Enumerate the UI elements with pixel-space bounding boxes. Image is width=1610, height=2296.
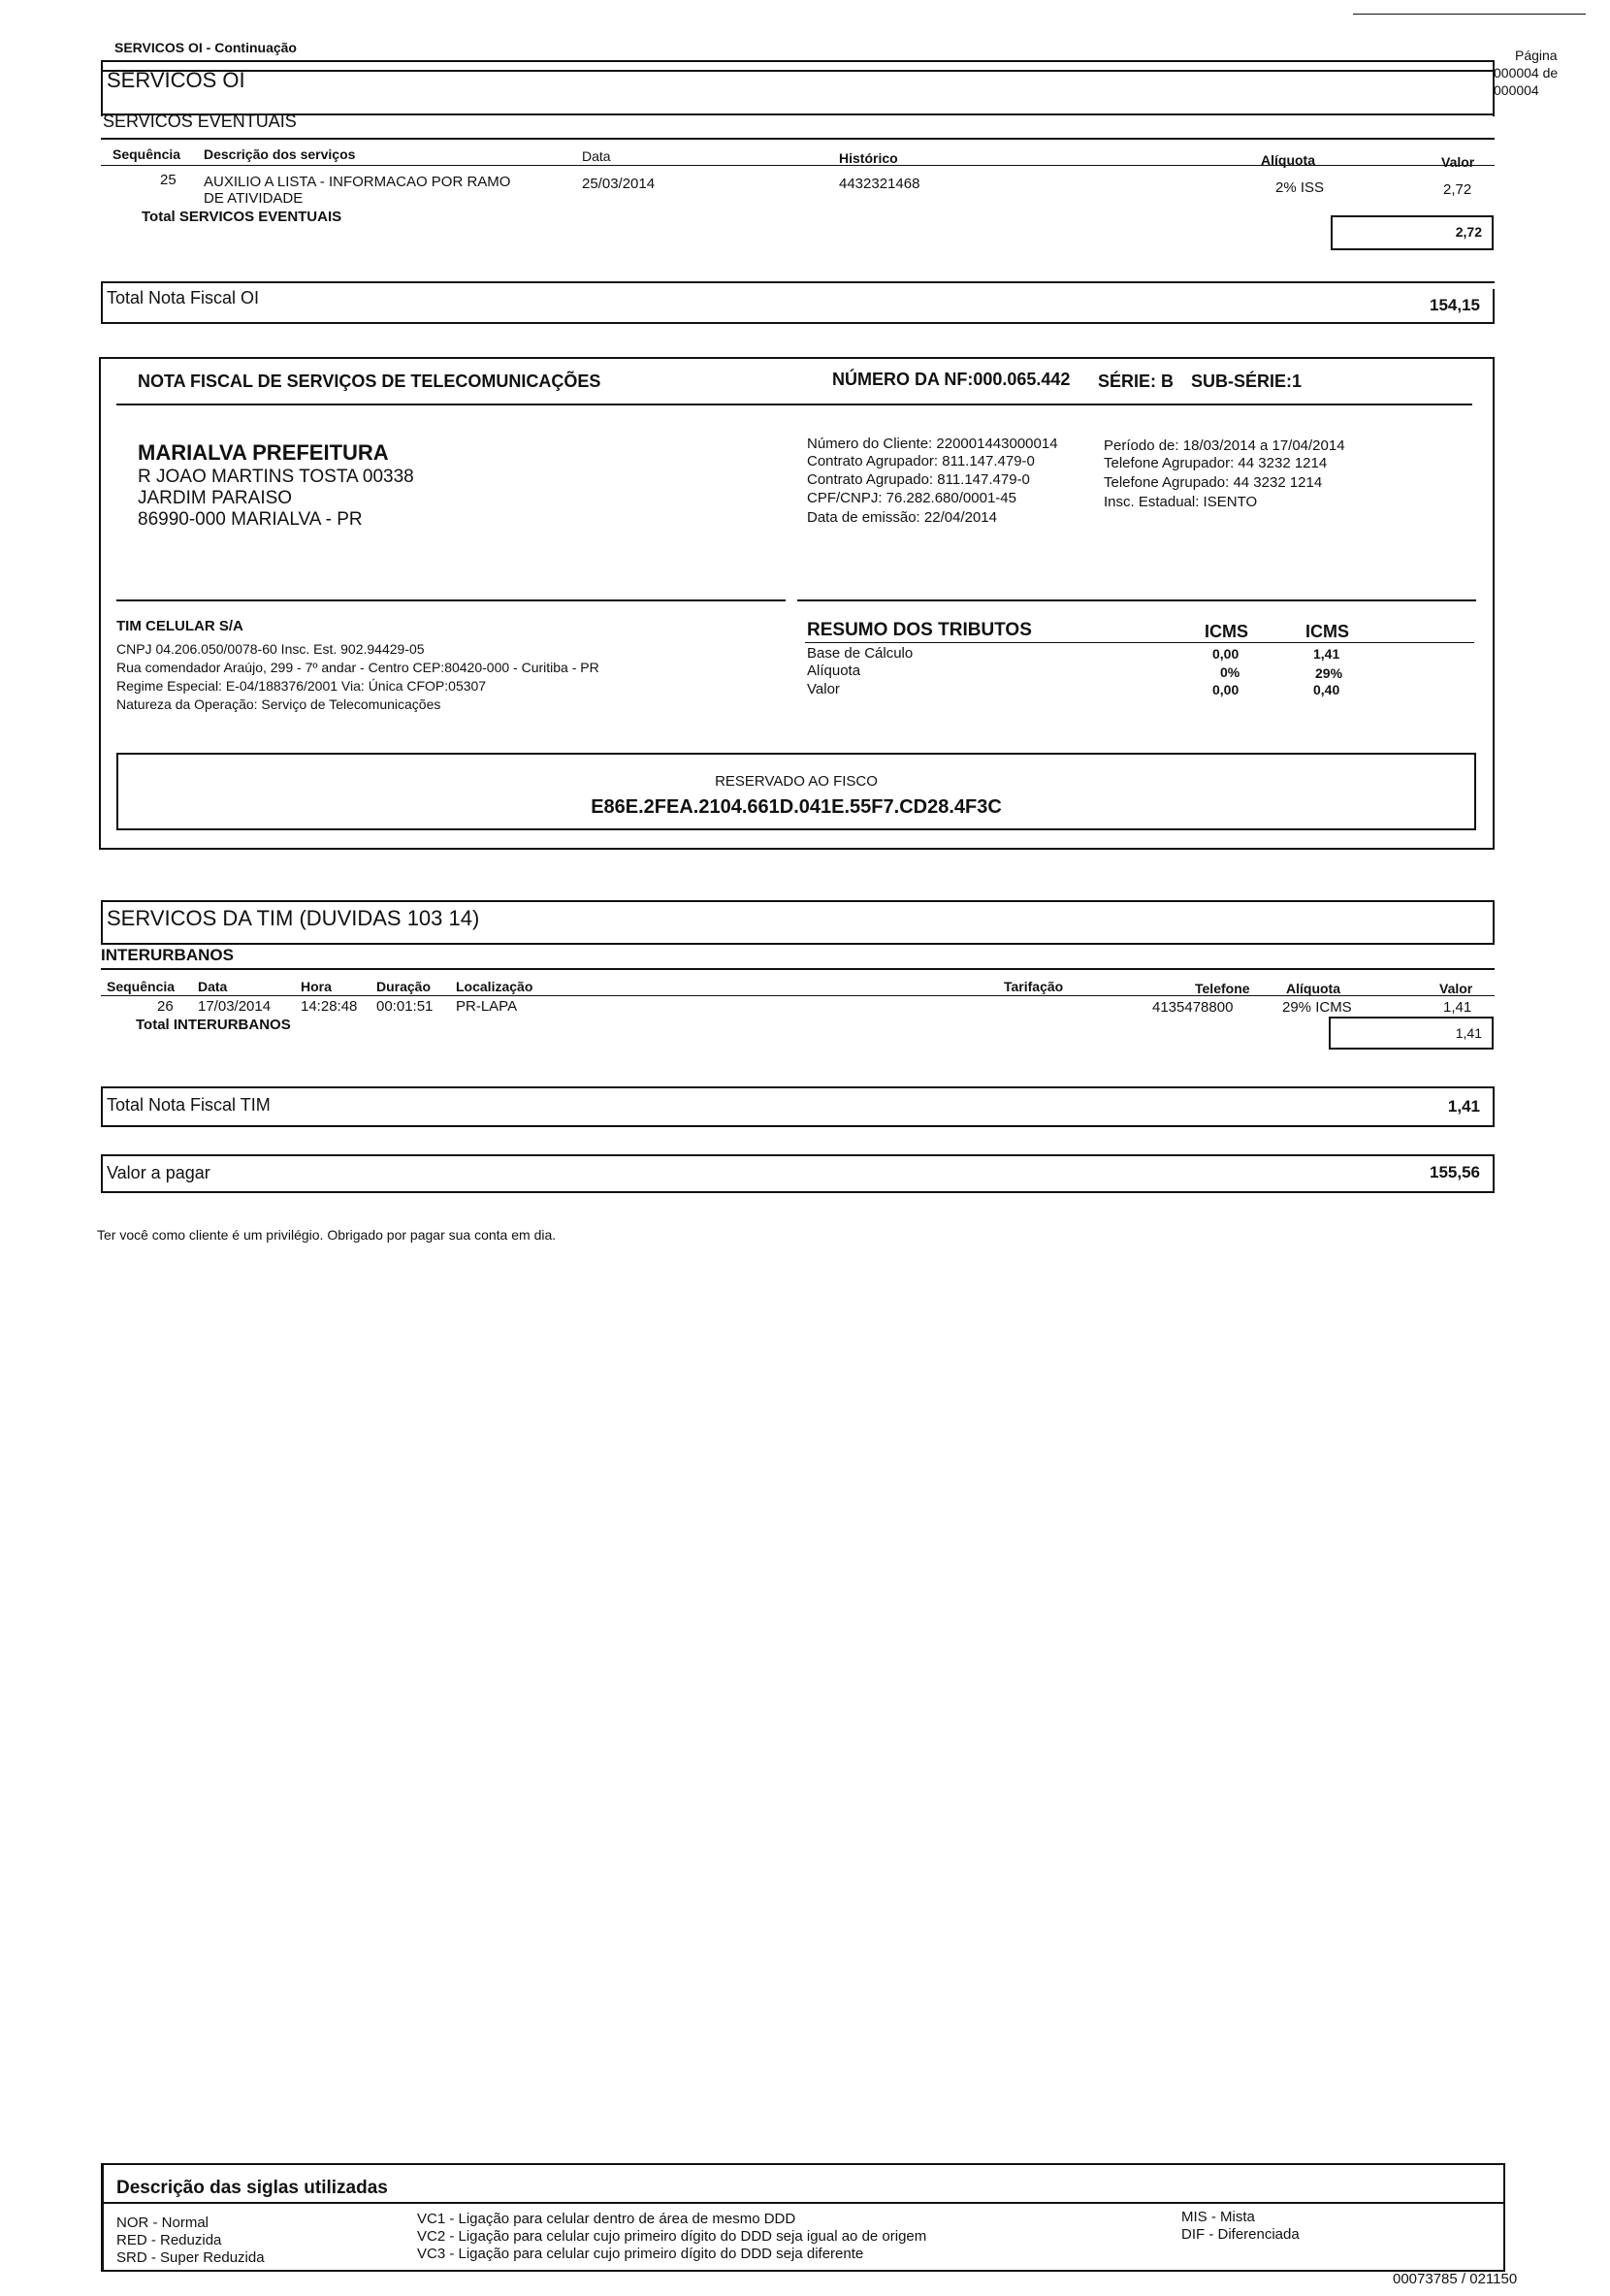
oi-nf-total-label: Total Nota Fiscal OI (107, 288, 260, 307)
oi-col-history: Histórico (839, 150, 898, 166)
nf-subseries: SUB-SÉRIE:1 (1191, 372, 1303, 391)
tim-col-date: Data (198, 979, 228, 994)
fisco-box (116, 753, 1476, 830)
tim-title: SERVICOS DA TIM (DUVIDAS 103 14) (107, 906, 480, 930)
info-phone-grouped: Telefone Agrupado: 44 3232 1214 (1104, 474, 1323, 491)
tim-col-phone: Telefone (1195, 981, 1250, 996)
tim-total-value: 1,41 (1455, 1025, 1482, 1041)
legend-srd: SRD - Super Reduzida (116, 2249, 265, 2266)
taxes-header-rule (805, 642, 1474, 643)
oi-header-rule (101, 165, 1495, 166)
continuation-header: SERVICOS OI - Continuação (114, 40, 297, 55)
tim-row-date: 17/03/2014 (198, 998, 272, 1015)
taxes-row-rate-label: Alíquota (807, 663, 861, 679)
customer-name: MARIALVA PREFEITURA (138, 440, 389, 465)
info-cnpj: CPF/CNPJ: 76.282.680/0001-45 (807, 490, 1016, 506)
customer-street: R JOAO MARTINS TOSTA 00338 (138, 467, 414, 487)
tim-row-value: 1,41 (1443, 999, 1472, 1016)
tim-row-phone: 4135478800 (1152, 999, 1234, 1016)
payment-value: 155,56 (1430, 1163, 1480, 1181)
tim-col-location: Localização (456, 979, 533, 994)
oi-col-value: Valor (1441, 154, 1475, 170)
oi-row-history: 4432321468 (839, 176, 920, 192)
tim-total-label: Total INTERURBANOS (136, 1017, 291, 1033)
tim-section-rule (101, 968, 1495, 970)
info-phone-grouper: Telefone Agrupador: 44 3232 1214 (1104, 455, 1328, 471)
issuer-operation: Natureza da Operação: Serviço de Telecomunicações (116, 696, 441, 712)
oi-row-desc-2: DE ATIVIDADE (204, 190, 304, 207)
tim-section-title: INTERURBANOS (101, 946, 234, 964)
issuer-name: TIM CELULAR S/A (116, 618, 243, 634)
taxes-title: RESUMO DOS TRIBUTOS (807, 620, 1032, 640)
oi-col-seq: Sequência (113, 146, 181, 162)
taxes-row-value-label: Valor (807, 681, 840, 697)
tim-row-duration: 00:01:51 (376, 998, 434, 1015)
oi-row-value: 2,72 (1443, 181, 1472, 198)
tim-header-rule (101, 995, 1495, 996)
tim-col-duration: Duração (376, 979, 432, 994)
tim-row-location: PR-LAPA (456, 998, 518, 1015)
oi-row-seq: 25 (160, 172, 177, 188)
oi-nf-total-value: 154,15 (1430, 296, 1480, 314)
issuer-cnpj: CNPJ 04.206.050/0078-60 Insc. Est. 902.94429-05 (116, 641, 425, 657)
tim-col-seq: Sequência (107, 979, 176, 994)
info-period: Período de: 18/03/2014 a 17/04/2014 (1104, 437, 1345, 454)
issuer-regime: Regime Especial: E-04/188376/2001 Via: Única CFOP:05307 (116, 678, 487, 694)
taxes-row-rate-v2: 29% (1315, 665, 1343, 681)
customer-district: JARDIM PARAISO (138, 488, 293, 508)
oi-title-bottom-rule (101, 113, 1495, 115)
oi-nf-total-right-edge (1493, 289, 1495, 324)
oi-total-label: Total SERVICOS EVENTUAIS (142, 209, 342, 225)
tim-col-tariff: Tarifação (1004, 979, 1064, 994)
oi-title-box (101, 60, 1495, 116)
legend-title-rule (101, 2202, 1505, 2204)
legend-vc2: VC2 - Ligação para celular cujo primeiro dígito do DDD seja igual ao de origem (417, 2228, 927, 2245)
legend-red: RED - Reduzida (116, 2232, 222, 2248)
oi-col-desc: Descrição dos serviços (204, 146, 356, 162)
oi-col-date: Data (582, 148, 611, 164)
legend-dif: DIF - Diferenciada (1181, 2226, 1300, 2243)
oi-title-rule (101, 70, 1495, 72)
nf-title: NOTA FISCAL DE SERVIÇOS DE TELECOMUNICAÇÕES (138, 372, 601, 391)
taxes-col-1: ICMS (1205, 622, 1248, 641)
taxes-row-base-v1: 0,00 (1212, 646, 1240, 662)
tim-row-time: 14:28:48 (301, 998, 358, 1015)
tim-nf-total-value: 1,41 (1447, 1097, 1480, 1116)
info-client-number: Número do Cliente: 220001443000014 (807, 436, 1058, 452)
page-label: Página (1515, 48, 1558, 63)
oi-total-value: 2,72 (1455, 224, 1482, 240)
top-right-rule (1353, 14, 1586, 15)
legend-vc1: VC1 - Ligação para celular dentro de área de mesmo DDD (417, 2211, 796, 2227)
taxes-row-base-label: Base de Cálculo (807, 645, 914, 662)
tim-row-rate: 29% ICMS (1282, 999, 1352, 1016)
info-contract-grouper: Contrato Agrupador: 811.147.479-0 (807, 453, 1035, 469)
issuer-rule (116, 599, 786, 601)
footer-code: 00073785 / 021150 (1393, 2271, 1518, 2287)
oi-row-date: 25/03/2014 (582, 176, 656, 192)
tim-col-value: Valor (1439, 981, 1473, 996)
oi-section-title: SERVICOS EVENTUAIS (103, 112, 297, 131)
nf-series: SÉRIE: B (1098, 372, 1175, 391)
page-total: 000004 (1494, 82, 1539, 98)
oi-row-rate: 2% ISS (1275, 179, 1325, 196)
tim-col-rate: Alíquota (1286, 981, 1340, 996)
nf-title-rule (116, 404, 1472, 405)
oi-col-rate: Alíquota (1261, 152, 1315, 168)
payment-label: Valor a pagar (107, 1163, 210, 1182)
tim-col-time: Hora (301, 979, 332, 994)
legend-title: Descrição das siglas utilizadas (116, 2178, 388, 2198)
oi-row-desc-1: AUXILIO A LISTA - INFORMACAO POR RAMO (204, 174, 511, 190)
taxes-row-rate-v1: 0% (1220, 664, 1240, 680)
info-state-registration: Insc. Estadual: ISENTO (1104, 494, 1258, 510)
fisco-label: RESERVADO AO FISCO (715, 773, 878, 790)
oi-nf-total-bottom (101, 322, 1495, 324)
info-issue-date: Data de emissão: 22/04/2014 (807, 509, 997, 526)
issuer-address: Rua comendador Araújo, 299 - 7º andar - Centro CEP:80420-000 - Curitiba - PR (116, 660, 599, 675)
page-number: 000004 de (1494, 65, 1559, 81)
legend-mis: MIS - Mista (1181, 2209, 1255, 2225)
taxes-col-2: ICMS (1305, 622, 1349, 641)
customer-city: 86990-000 MARIALVA - PR (138, 509, 363, 530)
oi-title: SERVICOS OI (107, 68, 245, 92)
tim-nf-total-label: Total Nota Fiscal TIM (107, 1095, 271, 1115)
nf-number: NÚMERO DA NF:000.065.442 (832, 370, 1071, 389)
legend-nor: NOR - Normal (116, 2215, 209, 2231)
taxes-row-value-v2: 0,40 (1313, 682, 1340, 697)
thanks-message: Ter você como cliente é um privilégio. Obrigado por pagar sua conta em dia. (97, 1227, 557, 1243)
info-contract-grouped: Contrato Agrupado: 811.147.479-0 (807, 471, 1030, 488)
taxes-row-value-v1: 0,00 (1212, 682, 1240, 697)
fisco-code: E86E.2FEA.2104.661D.041E.55F7.CD28.4F3C (591, 796, 1002, 818)
tim-row-seq: 26 (157, 998, 174, 1015)
taxes-row-base-v2: 1,41 (1313, 646, 1340, 662)
oi-section-rule (101, 138, 1495, 140)
taxes-rule (797, 599, 1476, 601)
legend-vc3: VC3 - Ligação para celular cujo primeiro dígito do DDD seja diferente (417, 2246, 864, 2262)
